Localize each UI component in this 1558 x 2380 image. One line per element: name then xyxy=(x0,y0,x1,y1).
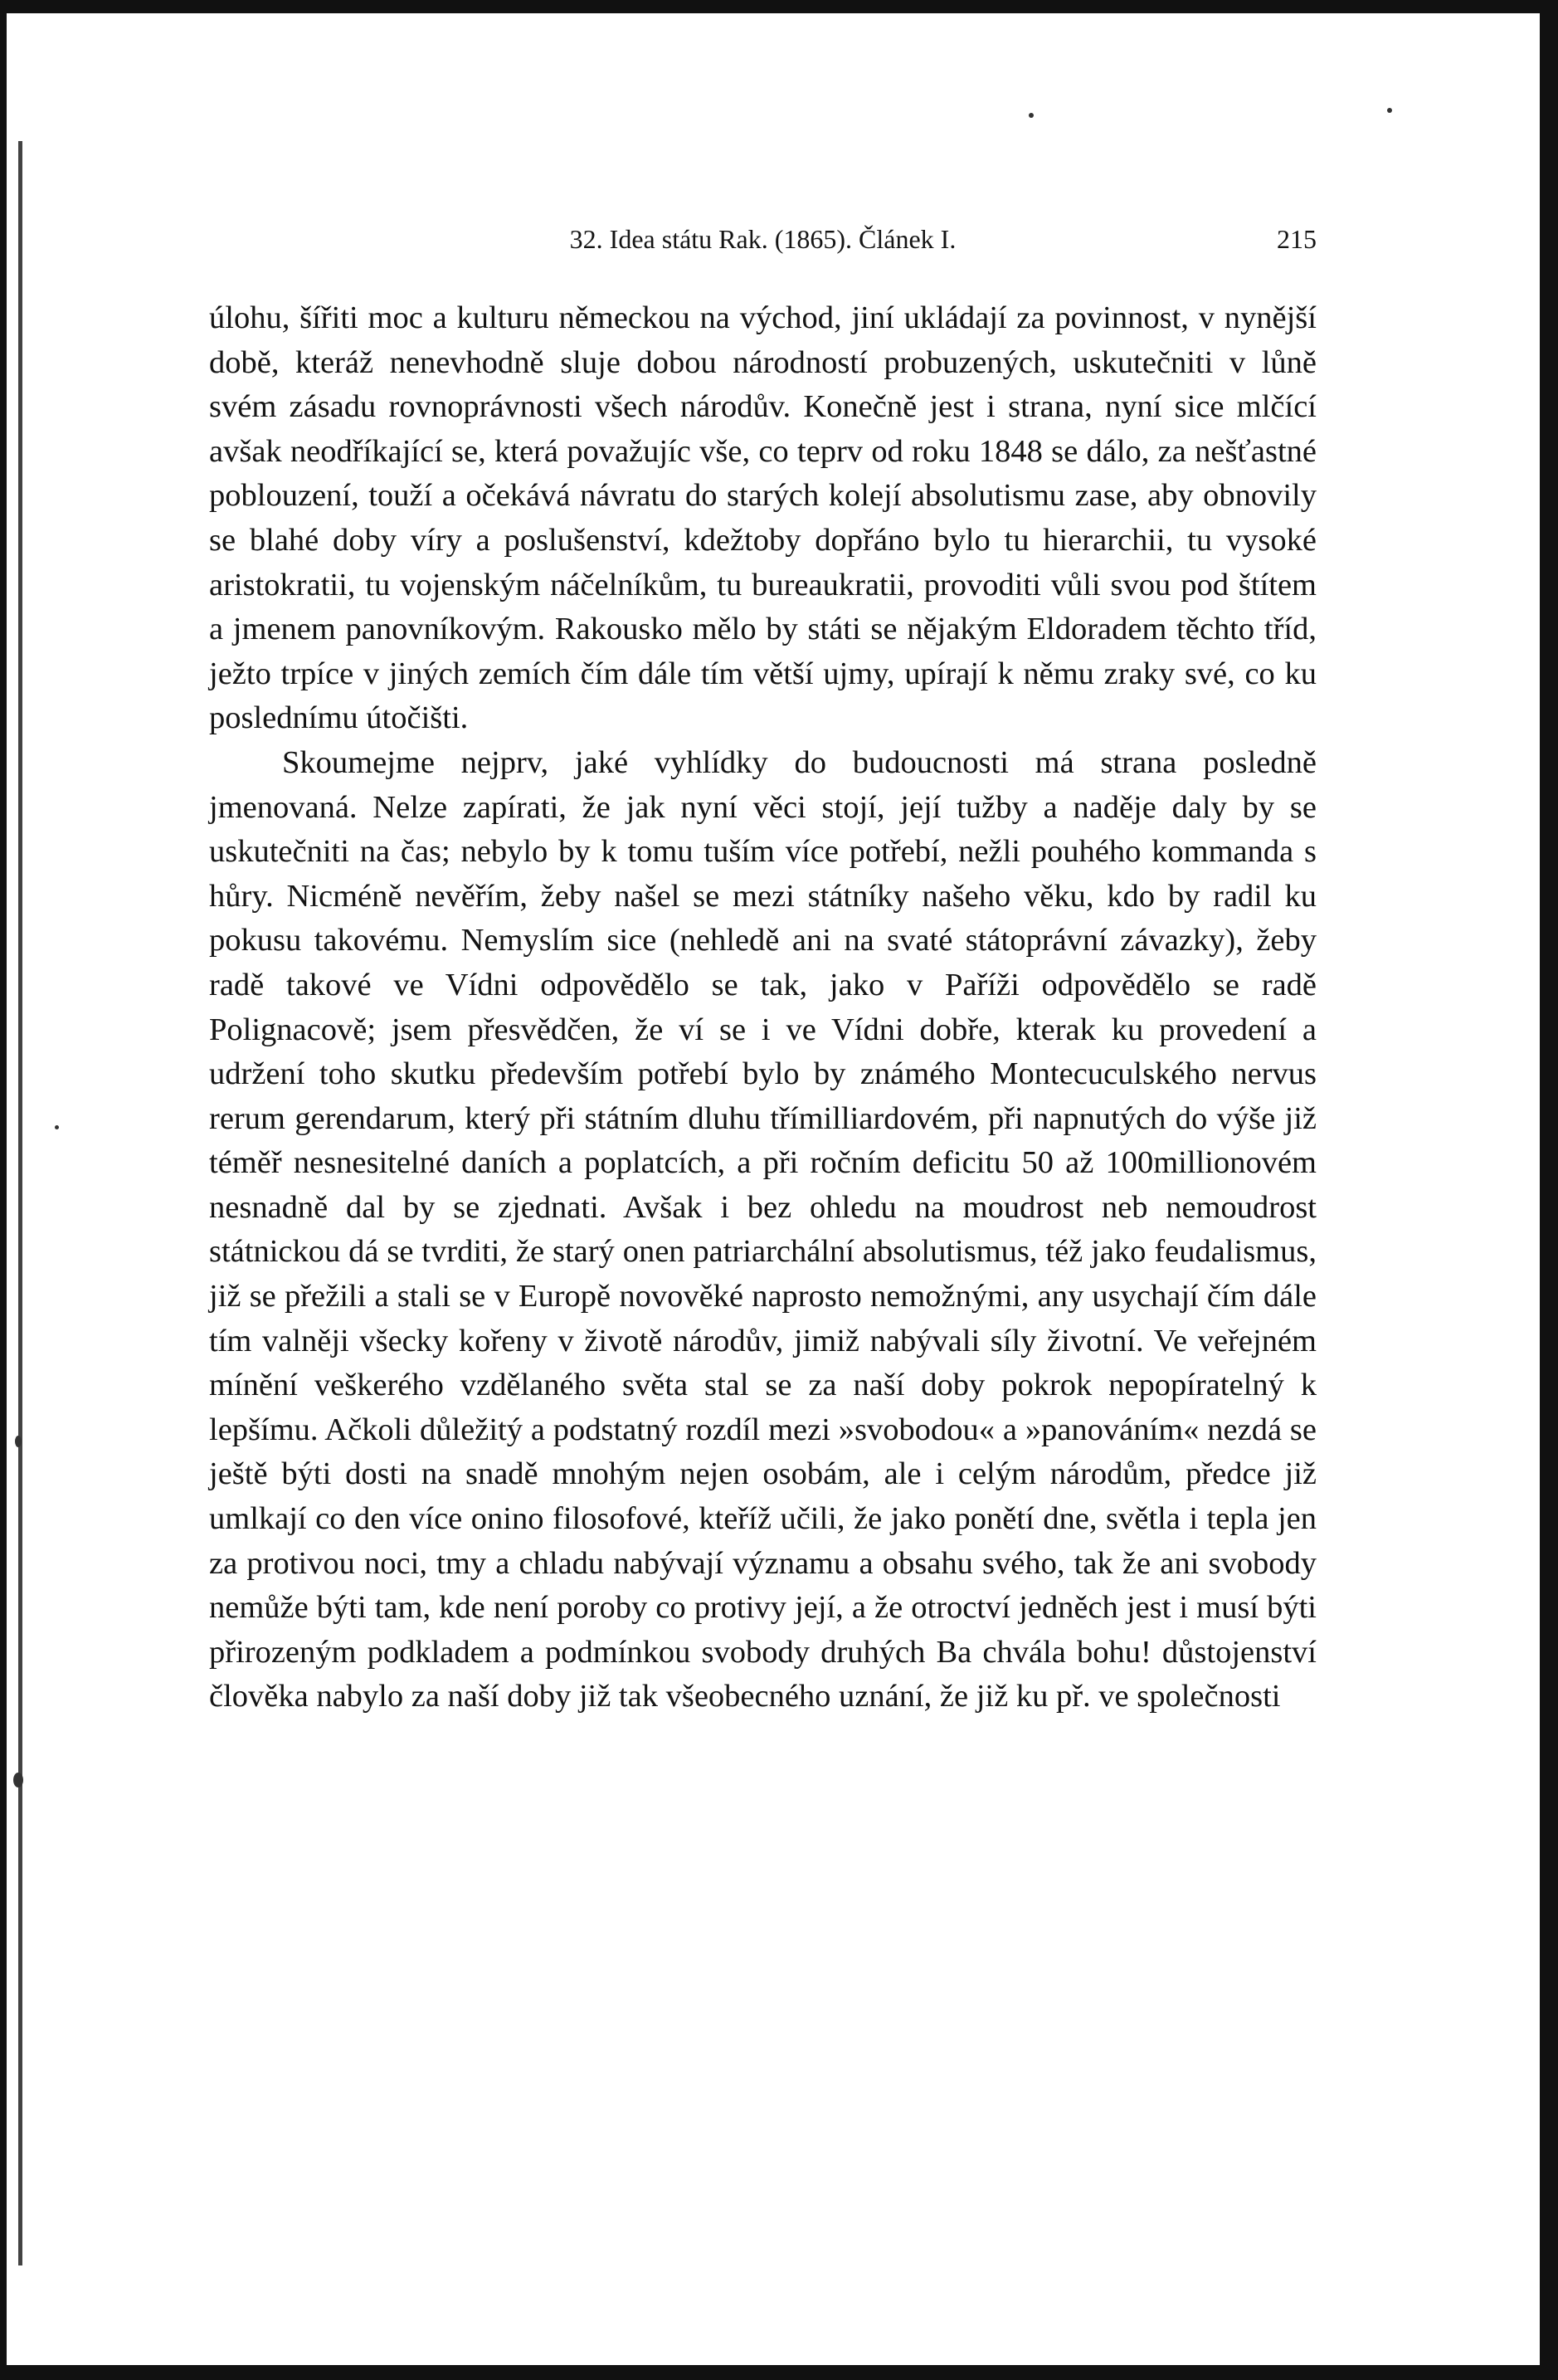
body-text xyxy=(209,296,1317,1719)
paragraph: Skoumejme nejprv, jaké vyhlídky do budoucnosti má strana posledně jmenovaná. Nelze zapírati, že jak nyní věci stojí, její tužby a naděje daly by se uskutečniti na čas; nebylo by k tomu tuším více potřebí, nežli pouhého kommanda s hůry. Nicméně nevěřím, žeby našel se mezi státníky našeho věku, kdo by radil ku pokusu takovému. Nemyslím sice (nehledě ani na svaté státoprávní závazky), žeby radě takové ve Vídni odpovědělo se tak, jako v Paříži odpovědělo se radě Polignacově; jsem přesvědčen, že ví se i ve Vídni dobře, kterak ku provedení a udržení toho skutku především potřebí bylo by známého Montecuculského nervus rerum gerendarum, který při státním dluhu třímilliardovém, při napnutých do výše již téměř nesnesitelné daních a poplatcích, a při ročním deficitu 50 až 100millionovém nesnadně dal by se zjednati. Avšak i bez ohledu na moudrost neb nemoudrost státnickou dá se tvrditi, že starý onen patriarchální absolutismus, též jako feudalismus, již se přežili a stali se v Europě novověké naprosto nemožnými, any usychají čím dále tím valněji všecky kořeny v životě národův, jimiž nabývali síly životní. Ve veřejném mínění veškerého vzdělaného světa stal se za naší doby pokrok nepopíratelný k lepšímu. Ačkoli důležitý a podstatný rozdíl mezi »svobodou« a »panováním« nezdá se ještě býti dosti na snadě mnohým nejen osobám, ale i celým národům, předce již umlkají co den více onino filosofové, kteříž učili, že jako ponětí dne, světla i tepla jen za protivou noci, tmy a chladu nabývají významu a obsahu svého, tak že ani svobody nemůže býti tam, kde není poroby co protivy její, a že otroctví jedněch jest i musí býti přirozeným podkladem a podmínkou svobody druhých Ba chvála bohu! důstojenství člověka nabylo za naší doby již tak všeobecného uznání, že již ku př. ve společnosti xyxy=(209,744,1317,1714)
paragraph: úlohu, šířiti moc a kulturu německou na východ, jiní ukládají za povinnost, v nynější době, kteráž nenevhodně sluje dobou národností probuzených, uskutečniti v lůně svém zásadu rovnoprávnosti všech národův. Konečně jest i strana, nyní sice mlčící avšak neodříkající se, která považujíc vše, co teprv od roku 1848 se dálo, za nešťastné poblouzení, touží a očekává návratu do starých kolejí absolutismu zase, aby obnovily se blahé doby víry a poslušenství, kdežtoby dopřáno bylo tu hierarchii, tu vysoké aristokratii, tu vojenským náčelníkům, tu bureaukratii, provoditi vůli svou pod štítem a jmenem panovníkovým. Rakousko mělo by státi se nějakým Eldoradem těchto tříd, ježto trpíce v jiných zemích čím dále tím větší ujmy, upírají k němu zraky své, co ku poslednímu útočišti. xyxy=(209,300,1317,736)
running-title: 32. Idea státu Rak. (1865). Článek I. xyxy=(569,224,957,254)
page-number: 215 xyxy=(1277,224,1317,254)
book-page xyxy=(209,224,1317,1719)
running-header xyxy=(209,224,1317,274)
binding-edge xyxy=(18,141,22,2265)
